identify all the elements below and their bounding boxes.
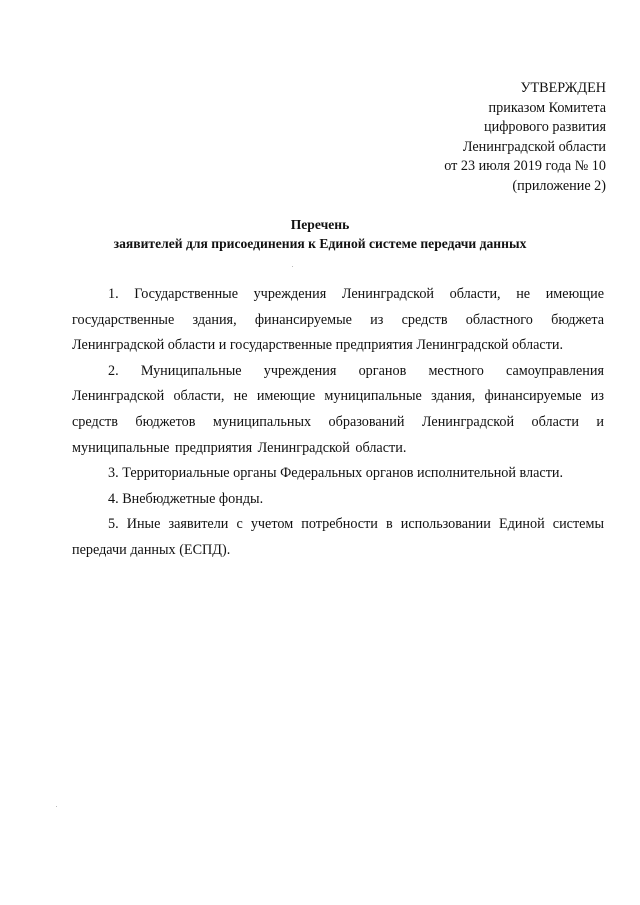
paragraph-3: 3. Территориальные органы Федеральных органов исполнительной власти. xyxy=(108,465,564,482)
paragraph-2: 2. Муниципальные учреждения органов местного самоуправления Ленинградской области, не имеющие муниципальные здания, финансируемые из средств бюджетов муниципальных образований Ленинградской области и муниципальные предприятия Ленинградской области. xyxy=(72,362,604,456)
document-title xyxy=(0,215,640,253)
document-body xyxy=(72,282,604,564)
title-line-1: Перечень xyxy=(290,217,350,232)
paragraph-1: 1. Государственные учреждения Ленинградской области, не имеющие государственные здания, финансируемые из средств областного бюджета Ленинградской области и государственные предприятия Ленинградской области. xyxy=(72,286,604,354)
paragraph-5: 5. Иные заявители с учетом потребности в использовании Единой системы передачи данных (ЕСПД). xyxy=(72,516,604,558)
title-line-2: заявителей для присоединения к Единой системе передачи данных xyxy=(113,236,527,251)
approval-appendix-line: (приложение 2) xyxy=(512,177,606,194)
paragraph-4: 4. Внебюджетные фонды. xyxy=(108,490,264,507)
approval-date-line: от 23 июля 2019 года № 10 xyxy=(444,158,606,175)
approval-region-line: Ленинградской области xyxy=(462,138,606,155)
scan-speck xyxy=(56,806,57,807)
scan-speck xyxy=(292,266,293,267)
approval-committee-line: цифрового развития xyxy=(484,119,606,136)
approval-stamp xyxy=(444,79,606,197)
approval-heading: УТВЕРЖДЕН xyxy=(520,80,606,96)
approval-order-line: приказом Комитета xyxy=(488,99,606,116)
